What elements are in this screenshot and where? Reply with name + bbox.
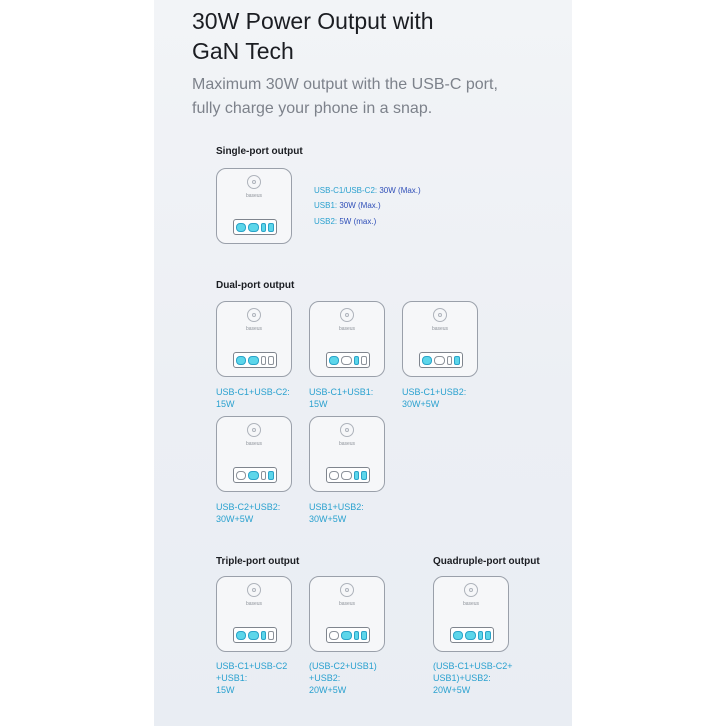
dial-icon xyxy=(340,583,354,597)
brand-logo: baseus xyxy=(245,326,263,332)
brand-logo: baseus xyxy=(245,441,263,447)
triple-label-1: USB-C1+USB-C2 +USB1: 15W xyxy=(216,661,288,695)
port-panel xyxy=(326,627,370,643)
section-heading-quadruple: Quadruple-port output xyxy=(433,556,540,567)
usb-c1-port-icon xyxy=(329,631,339,640)
dial-icon xyxy=(247,423,261,437)
usb-c2-port-icon xyxy=(248,356,258,365)
usb-c2-port-icon xyxy=(341,631,351,640)
dial-icon xyxy=(247,175,261,189)
charger-triple-2 xyxy=(309,576,385,652)
usb-c2-port-icon xyxy=(341,356,351,365)
port-panel xyxy=(326,352,370,368)
title-line-1: 30W Power Output with xyxy=(192,8,434,34)
brand-logo: baseus xyxy=(338,601,356,607)
usb-c1-port-icon xyxy=(329,471,339,480)
dual-label-3: USB-C1+USB2: 30W+5W xyxy=(402,387,467,409)
port-panel xyxy=(450,627,494,643)
port-panel xyxy=(233,627,277,643)
dual-label-1: USB-C1+USB-C2: 15W xyxy=(216,387,290,409)
usb-c1-port-icon xyxy=(236,631,246,640)
subtitle-line-1: Maximum 30W output with the USB-C port, xyxy=(192,76,498,93)
brand-logo: baseus xyxy=(245,193,263,199)
infographic-panel xyxy=(154,0,572,726)
section-heading-dual: Dual-port output xyxy=(216,280,295,291)
charger-triple-1 xyxy=(216,576,292,652)
page-title xyxy=(192,6,434,66)
charger-dual-3 xyxy=(402,301,478,377)
dial-icon xyxy=(247,308,261,322)
usb1-port-icon xyxy=(261,356,267,365)
port-panel xyxy=(233,219,277,235)
section-heading-triple: Triple-port output xyxy=(216,556,300,567)
port-panel xyxy=(326,467,370,483)
charger-single xyxy=(216,168,292,244)
usb-c1-port-icon xyxy=(236,223,246,232)
usb-c1-port-icon xyxy=(422,356,432,365)
dial-icon xyxy=(340,423,354,437)
usb1-port-icon xyxy=(354,471,360,480)
section-heading-single: Single-port output xyxy=(216,146,303,157)
usb1-port-icon xyxy=(261,631,267,640)
usb-c2-port-icon xyxy=(465,631,475,640)
brand-logo: baseus xyxy=(338,441,356,447)
usb-c1-port-icon xyxy=(236,356,246,365)
dual-label-5: USB1+USB2: 30W+5W xyxy=(309,502,364,524)
usb-c2-port-icon xyxy=(434,356,444,365)
usb-c2-port-icon xyxy=(248,631,258,640)
dual-label-2: USB-C1+USB1: 15W xyxy=(309,387,374,409)
usb1-port-icon xyxy=(478,631,484,640)
usb-c2-port-icon xyxy=(341,471,351,480)
usb2-port-icon xyxy=(268,223,274,232)
dial-icon xyxy=(340,308,354,322)
charger-dual-4 xyxy=(216,416,292,492)
charger-dual-1 xyxy=(216,301,292,377)
usb1-port-icon xyxy=(354,631,360,640)
dial-icon xyxy=(464,583,478,597)
charger-dual-2 xyxy=(309,301,385,377)
port-panel xyxy=(233,352,277,368)
usb-c1-port-icon xyxy=(329,356,339,365)
title-line-2: GaN Tech xyxy=(192,38,294,64)
usb2-port-icon xyxy=(268,471,274,480)
usb-c2-port-icon xyxy=(248,223,258,232)
brand-logo: baseus xyxy=(338,326,356,332)
brand-logo: baseus xyxy=(462,601,480,607)
port-panel xyxy=(419,352,463,368)
charger-dual-5 xyxy=(309,416,385,492)
port-panel xyxy=(233,467,277,483)
charger-quadruple-1 xyxy=(433,576,509,652)
usb2-port-icon xyxy=(361,356,367,365)
usb2-port-icon xyxy=(361,631,367,640)
spec-usb2: USB2: 5W (max.) xyxy=(314,217,377,226)
usb-c2-port-icon xyxy=(248,471,258,480)
dual-label-4: USB-C2+USB2: 30W+5W xyxy=(216,502,281,524)
usb2-port-icon xyxy=(268,631,274,640)
usb1-port-icon xyxy=(354,356,360,365)
usb-c1-port-icon xyxy=(453,631,463,640)
spec-usb-c: USB-C1/USB-C2: 30W (Max.) xyxy=(314,186,421,195)
dial-icon xyxy=(433,308,447,322)
brand-logo: baseus xyxy=(245,601,263,607)
usb2-port-icon xyxy=(361,471,367,480)
usb2-port-icon xyxy=(485,631,491,640)
subtitle-line-2: fully charge your phone in a snap. xyxy=(192,100,433,117)
page-subtitle xyxy=(192,73,498,121)
usb1-port-icon xyxy=(447,356,453,365)
usb1-port-icon xyxy=(261,223,267,232)
quadruple-label-1: (USB-C1+USB-C2+ USB1)+USB2: 20W+5W xyxy=(433,661,513,695)
triple-label-2: (USB-C2+USB1) +USB2: 20W+5W xyxy=(309,661,377,695)
usb2-port-icon xyxy=(268,356,274,365)
dial-icon xyxy=(247,583,261,597)
usb2-port-icon xyxy=(454,356,460,365)
usb1-port-icon xyxy=(261,471,267,480)
spec-usb1: USB1: 30W (Max.) xyxy=(314,201,381,210)
usb-c1-port-icon xyxy=(236,471,246,480)
brand-logo: baseus xyxy=(431,326,449,332)
